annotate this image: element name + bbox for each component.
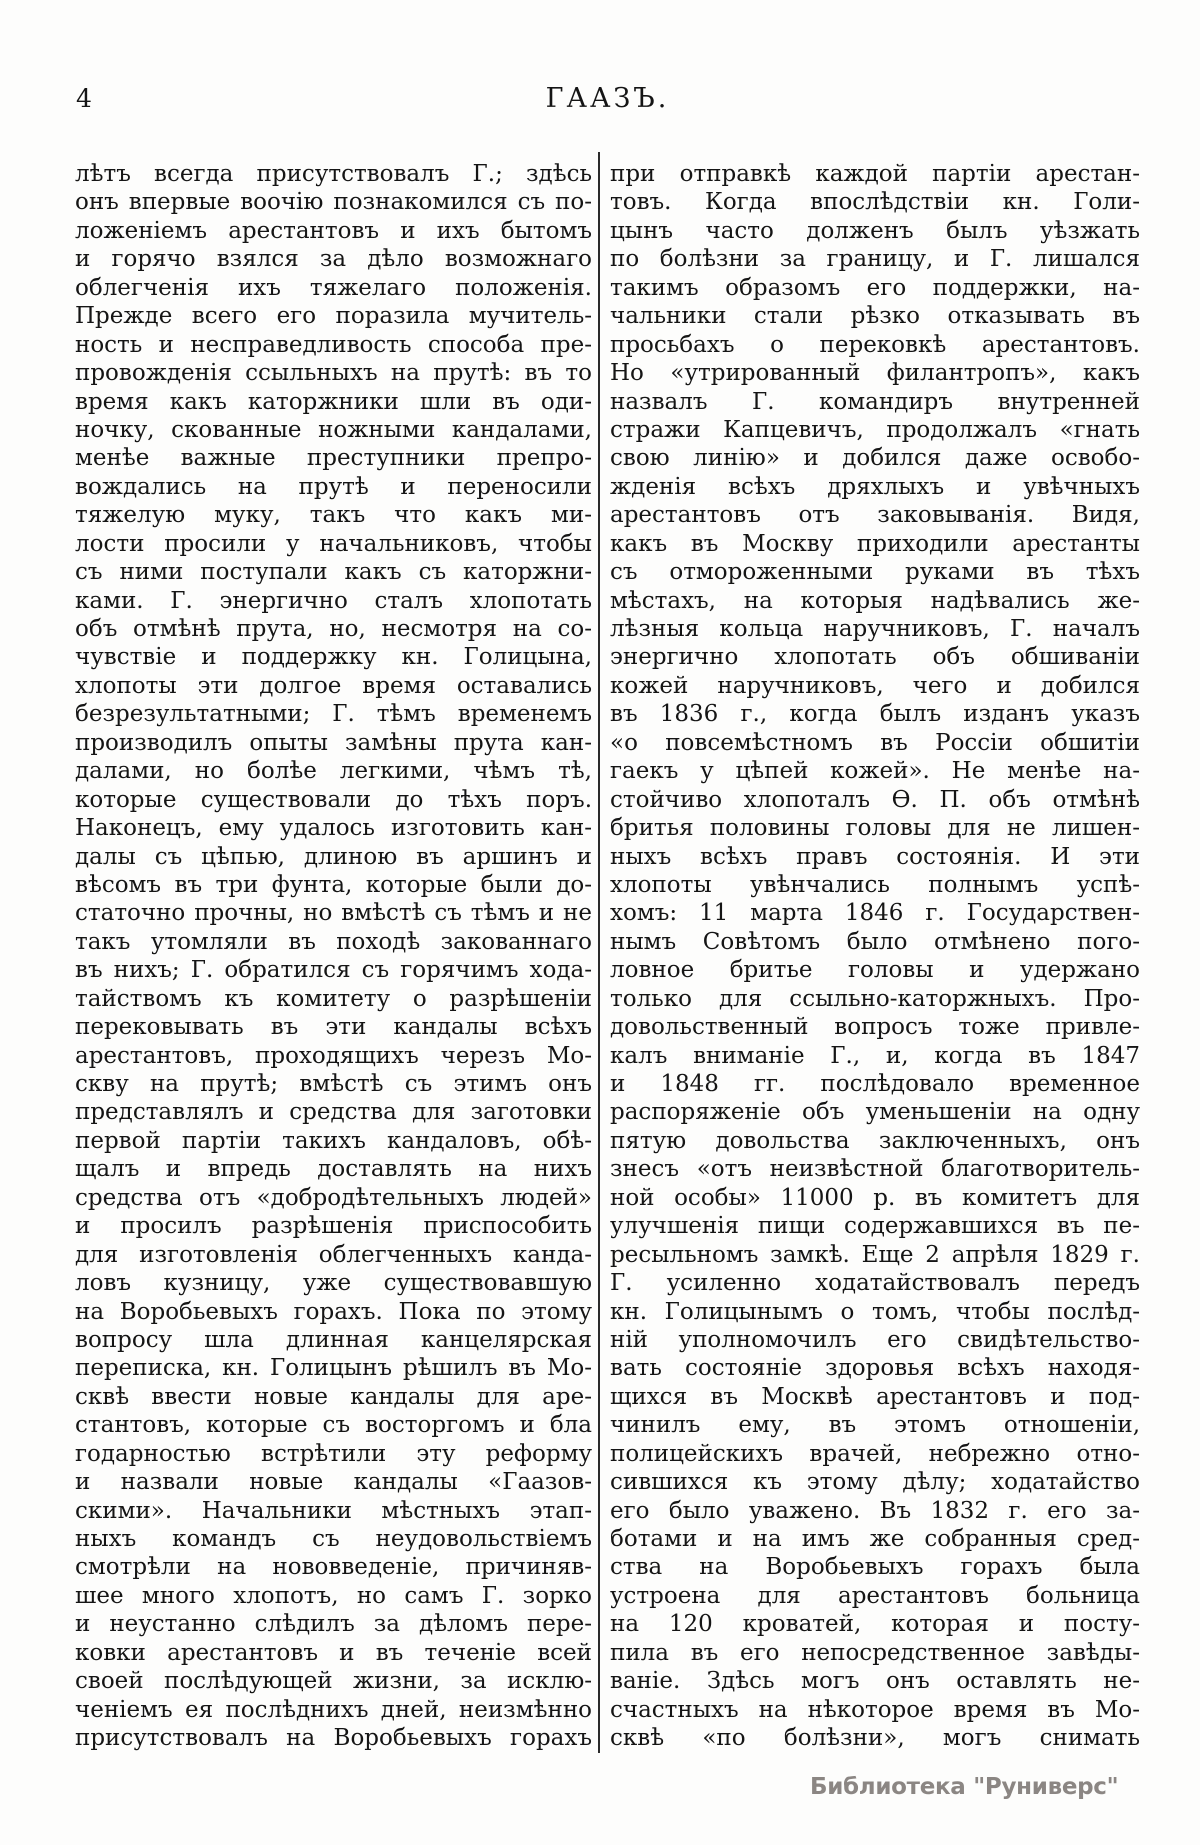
text-line: такимъ образомъ его поддержки, на- [610, 274, 1140, 301]
text-line: перековывать въ эти кандалы всѣхъ [75, 1014, 592, 1041]
text-line: хлопоты увѣнчались полнымъ успѣ- [610, 871, 1140, 898]
text-line: средства отъ «добродѣтельныхъ людей» [75, 1184, 592, 1211]
text-line: арестантовъ отъ заковыванія. Видя, [610, 502, 1140, 529]
text-line: первой партіи такихъ кандаловъ, обѣ- [75, 1127, 592, 1154]
text-line: и просилъ разрѣшенія приспособить [75, 1213, 592, 1240]
text-line: пятую довольства заключенныхъ, онъ [610, 1127, 1140, 1154]
text-line: далами, но болѣе легкими, чѣмъ тѣ, [75, 758, 592, 785]
text-line: вѣсомъ въ три фунта, которые были до- [75, 871, 592, 898]
text-line: сквѣ «по болѣзни», могъ снимать [610, 1725, 1140, 1752]
text-line: ками. Г. энергично сталъ хлопотать [75, 587, 592, 614]
text-line: годарностью встрѣтили эту реформу [75, 1440, 592, 1467]
text-line: Наконецъ, ему удалось изготовить кан- [75, 815, 592, 842]
page-number: 4 [76, 84, 92, 113]
text-line: переписка, кн. Голицынъ рѣшилъ въ Мо- [75, 1355, 592, 1382]
text-line: ночку, скованные ножными кандалами, [75, 416, 592, 443]
text-line: Прежде всего его поразила мучитель- [75, 303, 592, 330]
text-line: ловное бритье головы и удержано [610, 957, 1140, 984]
text-line: стойчиво хлопоталъ Ѳ. П. объ отмѣнѣ [610, 786, 1140, 813]
text-line: ной особы» 11000 р. въ комитетъ для [610, 1184, 1140, 1211]
text-line: провожденія ссыльныхъ на прутѣ: въ то [75, 360, 592, 387]
text-line: какъ въ Москву приходили арестанты [610, 530, 1140, 557]
text-line: только для ссыльно-каторжныхъ. Про- [610, 985, 1140, 1012]
text-line: ченіемъ ея послѣднихъ дней, неизмѣнно [75, 1696, 592, 1723]
text-line: ныхъ командъ съ неудовольствіемъ [75, 1526, 592, 1552]
text-line: чинилъ ему, въ этомъ отношеніи, [610, 1412, 1140, 1439]
text-line: представлялъ и средства для заготовки [75, 1099, 592, 1126]
column-divider [598, 152, 600, 1753]
text-line: производилъ опыты замѣны прута кан- [75, 729, 592, 756]
text-line: щалъ и впредь доставлять на нихъ [75, 1156, 592, 1183]
left-column [75, 160, 592, 1753]
text-line: нымъ Совѣтомъ было отмѣнено пого- [610, 928, 1140, 955]
text-line: далы съ цѣпью, длиною въ аршинъ и [75, 843, 592, 870]
text-line: въ нихъ; Г. обратился съ горячимъ хода- [75, 957, 592, 984]
text-line: щихся въ Москвѣ арестантовъ и под- [610, 1383, 1140, 1410]
text-line: ность и несправедливость способа пре- [75, 331, 592, 358]
text-line: ваніе. Здѣсь могъ онъ оставлять не- [610, 1668, 1140, 1695]
text-line: скими». Начальники мѣстныхъ этап- [75, 1497, 592, 1524]
text-line: полицейскихъ врачей, небрежно отно- [610, 1440, 1140, 1467]
text-line: ботами и на имъ же собранныя сред- [610, 1526, 1140, 1552]
text-line: вождались на прутѣ и переносили [75, 473, 592, 500]
text-line: время какъ каторжники шли въ оди- [75, 388, 592, 415]
text-line: чальники стали рѣзко отказывать въ [610, 303, 1140, 330]
right-column [610, 160, 1140, 1753]
text-line: пила въ его непосредственное завѣды- [610, 1639, 1140, 1666]
text-line: знесъ «отъ неизвѣстной благотворитель- [610, 1156, 1140, 1183]
text-line: лости просили у начальниковъ, чтобы [75, 530, 592, 557]
text-line: присутствовалъ на Воробьевыхъ горахъ [75, 1725, 592, 1752]
text-line: съ ними поступали какъ съ каторжни- [75, 559, 592, 586]
text-line: вопросу шла длинная канцелярская [75, 1326, 592, 1353]
text-line: стражи Капцевичъ, продолжалъ «гнать [610, 416, 1140, 443]
running-title: ГААЗЪ. [545, 83, 670, 114]
text-line: вать состояніе здоровья всѣхъ находя- [610, 1355, 1140, 1382]
text-line: свою линію» и добился даже освобо- [610, 445, 1140, 472]
text-line: довольственный вопросъ тоже привле- [610, 1014, 1140, 1041]
text-line: шее много хлопотъ, но самъ Г. зорко [75, 1582, 592, 1609]
text-line: ресыльномъ замкѣ. Еще 2 апрѣля 1829 г. [610, 1241, 1140, 1268]
library-watermark: Библиотека "Руниверс" [810, 1774, 1119, 1800]
text-line: на Воробьевыхъ горахъ. Пока по этому [75, 1298, 592, 1325]
text-line: стантовъ, которые съ восторгомъ и бла [75, 1412, 592, 1439]
text-line: гаекъ у цѣпей кожей». Не менѣе на- [610, 758, 1140, 785]
text-line: Но «утрированный филантропъ», какъ [610, 360, 1140, 387]
text-line: съ отмороженными руками въ тѣхъ [610, 559, 1140, 586]
text-line: для изготовленія облегченныхъ канда- [75, 1241, 592, 1268]
text-line: статочно прочны, но вмѣстѣ съ тѣмъ и не [75, 900, 592, 927]
text-line: смотрѣли на нововведеніе, причиняв- [75, 1554, 592, 1581]
text-line: просьбахъ о перековкѣ арестантовъ. [610, 331, 1140, 358]
text-line: распоряженіе объ уменьшеніи на одну [610, 1099, 1140, 1126]
text-line: объ отмѣнѣ прута, но, несмотря на со- [75, 616, 592, 642]
text-line: облегченія ихъ тяжелаго положенія. [75, 274, 592, 301]
text-line: хлопоты эти долгое время оставались [75, 672, 592, 699]
text-line: онъ впервые воочію познакомился съ по- [75, 189, 592, 216]
text-line: устроена для арестантовъ больница [610, 1582, 1140, 1609]
text-line: Г. усиленно ходатайствовалъ передъ [610, 1270, 1140, 1297]
text-line: ныхъ всѣхъ правъ состоянія. И эти [610, 843, 1140, 870]
text-line: ловъ кузницу, уже существовавшую [75, 1270, 592, 1297]
text-line: сквѣ ввести новые кандалы для аре- [75, 1383, 592, 1410]
text-line: которые существовали до тѣхъ поръ. [75, 786, 592, 813]
text-line: товъ. Когда впослѣдствіи кн. Голи- [610, 189, 1140, 216]
text-line: «о повсемѣстномъ въ Россіи обшитіи [610, 729, 1140, 756]
text-line: кожей наручниковъ, чего и добился [610, 672, 1140, 699]
text-line: энергично хлопотать объ обшиваніи [610, 644, 1140, 671]
text-line: безрезультатными; Г. тѣмъ временемъ [75, 701, 592, 728]
text-line: и 1848 гг. послѣдовало временное [610, 1071, 1140, 1097]
text-line: ковки арестантовъ и въ теченіе всей [75, 1639, 592, 1666]
text-line: чувствіе и поддержку кн. Голицына, [75, 644, 592, 671]
text-line: арестантовъ, проходящихъ черезъ Мо- [75, 1042, 592, 1069]
text-line: калъ вниманіе Г., и, когда въ 1847 [610, 1042, 1140, 1069]
text-line: лѣтъ всегда присутствовалъ Г.; здѣсь [75, 161, 592, 187]
text-line: улучшенія пищи содержавшихся въ пе- [610, 1213, 1140, 1240]
text-line: на 120 кроватей, которая и посту- [610, 1611, 1140, 1638]
text-line: ства на Воробьевыхъ горахъ была [610, 1554, 1140, 1581]
text-line: назвалъ Г. командиръ внутренней [610, 388, 1140, 415]
text-line: тяжелую муку, такъ что какъ ми- [75, 502, 592, 529]
text-line: хомъ: 11 марта 1846 г. Государствен- [610, 900, 1140, 927]
text-line: мѣстахъ, на которыя надѣвались же- [610, 587, 1140, 614]
text-line: лѣзныя кольца наручниковъ, Г. началъ [610, 616, 1140, 642]
text-line: и назвали новые кандалы «Гаазов- [75, 1469, 592, 1496]
text-line: цынъ часто долженъ былъ уѣзжать [610, 217, 1140, 244]
text-line: ложеніемъ арестантовъ и ихъ бытомъ [75, 217, 592, 244]
text-line: сившихся къ этому дѣлу; ходатайство [610, 1469, 1140, 1496]
text-line: въ 1836 г., когда былъ изданъ указъ [610, 701, 1140, 728]
text-line: его было уважено. Въ 1832 г. его за- [610, 1497, 1140, 1524]
text-line: при отправкѣ каждой партіи арестан- [610, 161, 1140, 187]
text-line: своей послѣдующей жизни, за исклю- [75, 1668, 592, 1695]
text-line: и неустанно слѣдилъ за дѣломъ пере- [75, 1611, 592, 1638]
text-line: ній уполномочилъ его свидѣтельство- [610, 1326, 1140, 1353]
text-line: счастныхъ на нѣкоторое время въ Мо- [610, 1696, 1140, 1723]
text-line: такъ утомляли въ походѣ закованнаго [75, 928, 592, 955]
text-line: и горячо взялся за дѣло возможнаго [75, 246, 592, 273]
text-line: скву на прутѣ; вмѣстѣ съ этимъ онъ [75, 1071, 592, 1097]
text-line: жденія всѣхъ дряхлыхъ и увѣчныхъ [610, 473, 1140, 500]
text-line: бритья половины головы для не лишен- [610, 815, 1140, 842]
text-line: тайствомъ къ комитету о разрѣшеніи [75, 985, 592, 1012]
text-line: кн. Голицынымъ о томъ, чтобы послѣд- [610, 1298, 1140, 1325]
text-line: по болѣзни за границу, и Г. лишался [610, 246, 1140, 273]
text-line: менѣе важные преступники препро- [75, 445, 592, 472]
